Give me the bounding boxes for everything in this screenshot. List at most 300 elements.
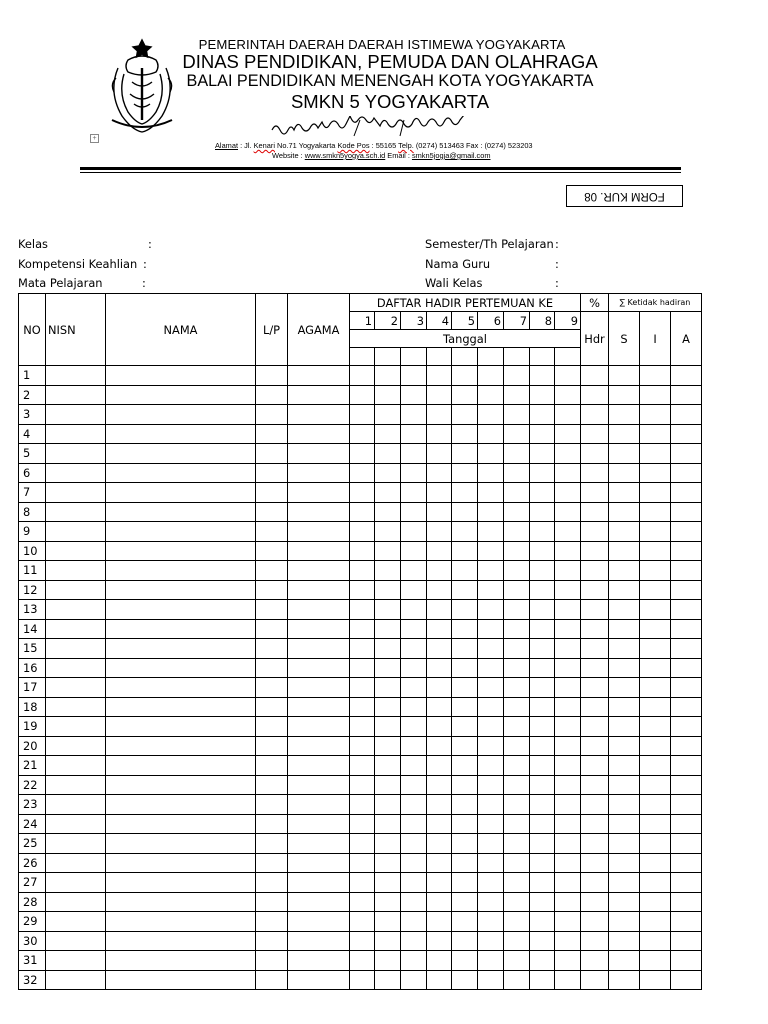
table-cell[interactable] (555, 444, 581, 464)
table-cell[interactable] (350, 678, 375, 698)
table-cell[interactable] (106, 834, 256, 854)
table-cell[interactable] (671, 736, 702, 756)
table-cell[interactable] (530, 912, 555, 932)
table-cell[interactable] (640, 522, 671, 542)
table-cell[interactable] (478, 678, 504, 698)
table-cell[interactable] (401, 931, 427, 951)
table-cell[interactable] (452, 405, 478, 425)
table-cell[interactable] (478, 931, 504, 951)
table-cell[interactable] (555, 853, 581, 873)
table-cell[interactable] (609, 522, 640, 542)
table-cell[interactable] (427, 385, 452, 405)
table-cell[interactable] (478, 717, 504, 737)
table-cell[interactable] (288, 424, 350, 444)
table-cell[interactable] (256, 405, 288, 425)
table-cell[interactable] (106, 502, 256, 522)
table-cell[interactable] (256, 483, 288, 503)
table-cell[interactable] (427, 814, 452, 834)
table-cell[interactable] (640, 600, 671, 620)
table-cell[interactable] (671, 814, 702, 834)
table-cell[interactable] (581, 697, 609, 717)
table-cell[interactable] (581, 619, 609, 639)
table-cell[interactable] (609, 834, 640, 854)
table-cell[interactable] (256, 834, 288, 854)
table-cell[interactable] (427, 561, 452, 581)
table-cell[interactable] (288, 814, 350, 834)
table-cell[interactable] (581, 775, 609, 795)
table-cell[interactable] (504, 775, 530, 795)
table-cell[interactable] (288, 658, 350, 678)
table-cell[interactable] (427, 892, 452, 912)
table-cell[interactable] (671, 541, 702, 561)
table-cell[interactable] (452, 502, 478, 522)
table-cell[interactable] (452, 834, 478, 854)
table-cell[interactable] (350, 717, 375, 737)
table-cell[interactable] (350, 951, 375, 971)
table-cell[interactable] (581, 541, 609, 561)
table-cell[interactable] (581, 405, 609, 425)
table-cell[interactable] (530, 697, 555, 717)
table-cell[interactable] (504, 405, 530, 425)
table-cell[interactable] (671, 483, 702, 503)
table-cell[interactable] (288, 892, 350, 912)
table-cell[interactable] (106, 385, 256, 405)
table-cell[interactable] (350, 756, 375, 776)
table-cell[interactable] (452, 678, 478, 698)
table-cell[interactable] (375, 814, 401, 834)
table-cell[interactable] (581, 444, 609, 464)
table-cell[interactable] (640, 970, 671, 990)
table-cell[interactable] (106, 561, 256, 581)
table-cell[interactable] (478, 853, 504, 873)
table-cell[interactable] (504, 639, 530, 659)
table-cell[interactable] (555, 541, 581, 561)
table-cell[interactable] (452, 873, 478, 893)
table-cell[interactable] (555, 678, 581, 698)
table-cell[interactable] (375, 619, 401, 639)
table-cell[interactable] (106, 736, 256, 756)
table-cell[interactable] (581, 600, 609, 620)
table-cell[interactable] (504, 502, 530, 522)
table-cell[interactable] (401, 970, 427, 990)
table-cell[interactable] (256, 853, 288, 873)
date-cell[interactable] (504, 348, 530, 366)
table-cell[interactable] (671, 639, 702, 659)
table-cell[interactable] (427, 931, 452, 951)
table-cell[interactable] (555, 951, 581, 971)
table-cell[interactable] (478, 600, 504, 620)
table-cell[interactable] (671, 853, 702, 873)
table-cell[interactable] (288, 795, 350, 815)
table-cell[interactable] (452, 385, 478, 405)
table-cell[interactable] (640, 639, 671, 659)
table-cell[interactable] (609, 561, 640, 581)
table-cell[interactable] (427, 873, 452, 893)
table-cell[interactable] (256, 502, 288, 522)
table-cell[interactable] (504, 912, 530, 932)
table-cell[interactable] (452, 970, 478, 990)
table-cell[interactable] (504, 756, 530, 776)
table-cell[interactable] (530, 658, 555, 678)
table-cell[interactable] (106, 444, 256, 464)
table-cell[interactable] (288, 600, 350, 620)
table-cell[interactable] (401, 834, 427, 854)
table-cell[interactable] (401, 405, 427, 425)
table-cell[interactable] (375, 912, 401, 932)
table-cell[interactable] (375, 405, 401, 425)
table-cell[interactable] (375, 678, 401, 698)
table-cell[interactable] (452, 892, 478, 912)
table-cell[interactable] (288, 580, 350, 600)
table-cell[interactable] (581, 873, 609, 893)
table-cell[interactable] (555, 931, 581, 951)
table-cell[interactable] (256, 424, 288, 444)
table-cell[interactable] (350, 444, 375, 464)
table-cell[interactable] (452, 483, 478, 503)
date-cell[interactable] (555, 348, 581, 366)
table-cell[interactable] (478, 405, 504, 425)
table-cell[interactable] (581, 853, 609, 873)
table-cell[interactable] (46, 736, 106, 756)
table-cell[interactable] (530, 522, 555, 542)
table-cell[interactable] (609, 912, 640, 932)
table-cell[interactable] (609, 405, 640, 425)
table-cell[interactable] (671, 756, 702, 776)
table-cell[interactable] (106, 424, 256, 444)
table-cell[interactable] (401, 775, 427, 795)
table-cell[interactable] (478, 873, 504, 893)
table-cell[interactable] (452, 951, 478, 971)
table-cell[interactable] (46, 814, 106, 834)
table-cell[interactable] (106, 795, 256, 815)
table-cell[interactable] (288, 775, 350, 795)
table-cell[interactable] (640, 424, 671, 444)
table-cell[interactable] (375, 639, 401, 659)
table-cell[interactable] (609, 366, 640, 386)
table-cell[interactable] (555, 775, 581, 795)
table-cell[interactable] (375, 697, 401, 717)
table-cell[interactable] (256, 580, 288, 600)
table-cell[interactable] (427, 463, 452, 483)
table-cell[interactable] (555, 892, 581, 912)
table-cell[interactable] (640, 912, 671, 932)
table-cell[interactable] (375, 717, 401, 737)
table-cell[interactable] (640, 853, 671, 873)
table-cell[interactable] (478, 970, 504, 990)
table-cell[interactable] (350, 483, 375, 503)
table-cell[interactable] (46, 756, 106, 776)
table-cell[interactable] (530, 385, 555, 405)
table-cell[interactable] (46, 522, 106, 542)
table-cell[interactable] (350, 892, 375, 912)
table-cell[interactable] (555, 814, 581, 834)
table-cell[interactable] (288, 639, 350, 659)
table-cell[interactable] (609, 580, 640, 600)
table-cell[interactable] (581, 970, 609, 990)
table-cell[interactable] (350, 873, 375, 893)
table-cell[interactable] (46, 951, 106, 971)
table-cell[interactable] (478, 444, 504, 464)
table-cell[interactable] (401, 580, 427, 600)
table-cell[interactable] (452, 580, 478, 600)
table-cell[interactable] (609, 814, 640, 834)
table-cell[interactable] (504, 717, 530, 737)
table-cell[interactable] (504, 658, 530, 678)
table-cell[interactable] (555, 483, 581, 503)
table-cell[interactable] (46, 483, 106, 503)
table-cell[interactable] (478, 775, 504, 795)
table-cell[interactable] (555, 424, 581, 444)
table-cell[interactable] (46, 639, 106, 659)
table-cell[interactable] (671, 424, 702, 444)
table-cell[interactable] (350, 931, 375, 951)
table-cell[interactable] (46, 541, 106, 561)
table-cell[interactable] (478, 580, 504, 600)
table-cell[interactable] (427, 483, 452, 503)
table-cell[interactable] (530, 366, 555, 386)
table-cell[interactable] (350, 619, 375, 639)
table-cell[interactable] (555, 463, 581, 483)
table-cell[interactable] (288, 853, 350, 873)
table-cell[interactable] (401, 814, 427, 834)
table-cell[interactable] (640, 873, 671, 893)
table-cell[interactable] (350, 424, 375, 444)
table-cell[interactable] (504, 385, 530, 405)
table-cell[interactable] (609, 619, 640, 639)
date-cell[interactable] (530, 348, 555, 366)
table-cell[interactable] (288, 366, 350, 386)
table-cell[interactable] (555, 717, 581, 737)
table-cell[interactable] (504, 892, 530, 912)
table-cell[interactable] (288, 931, 350, 951)
table-cell[interactable] (375, 385, 401, 405)
table-cell[interactable] (106, 541, 256, 561)
table-cell[interactable] (256, 463, 288, 483)
table-cell[interactable] (375, 873, 401, 893)
table-cell[interactable] (46, 405, 106, 425)
table-cell[interactable] (581, 463, 609, 483)
table-cell[interactable] (427, 366, 452, 386)
table-cell[interactable] (504, 814, 530, 834)
table-cell[interactable] (256, 639, 288, 659)
table-cell[interactable] (640, 561, 671, 581)
table-cell[interactable] (427, 639, 452, 659)
table-cell[interactable] (555, 561, 581, 581)
table-cell[interactable] (401, 951, 427, 971)
table-cell[interactable] (581, 931, 609, 951)
table-cell[interactable] (581, 502, 609, 522)
table-cell[interactable] (530, 853, 555, 873)
table-cell[interactable] (452, 717, 478, 737)
table-cell[interactable] (671, 678, 702, 698)
table-cell[interactable] (401, 658, 427, 678)
table-cell[interactable] (350, 600, 375, 620)
table-cell[interactable] (427, 775, 452, 795)
table-cell[interactable] (427, 834, 452, 854)
table-cell[interactable] (427, 405, 452, 425)
table-cell[interactable] (350, 580, 375, 600)
table-cell[interactable] (478, 736, 504, 756)
table-cell[interactable] (401, 912, 427, 932)
table-cell[interactable] (671, 405, 702, 425)
table-cell[interactable] (452, 775, 478, 795)
table-cell[interactable] (106, 600, 256, 620)
table-cell[interactable] (375, 775, 401, 795)
table-cell[interactable] (640, 775, 671, 795)
table-cell[interactable] (256, 385, 288, 405)
table-cell[interactable] (350, 405, 375, 425)
table-cell[interactable] (640, 717, 671, 737)
table-cell[interactable] (375, 853, 401, 873)
table-cell[interactable] (288, 502, 350, 522)
table-cell[interactable] (671, 931, 702, 951)
table-cell[interactable] (46, 717, 106, 737)
table-cell[interactable] (581, 639, 609, 659)
table-cell[interactable] (478, 814, 504, 834)
table-cell[interactable] (256, 775, 288, 795)
table-cell[interactable] (555, 795, 581, 815)
table-cell[interactable] (581, 385, 609, 405)
table-cell[interactable] (375, 483, 401, 503)
table-cell[interactable] (452, 814, 478, 834)
table-cell[interactable] (504, 736, 530, 756)
table-cell[interactable] (671, 834, 702, 854)
table-cell[interactable] (452, 541, 478, 561)
table-cell[interactable] (106, 892, 256, 912)
date-cell[interactable] (401, 348, 427, 366)
table-cell[interactable] (478, 639, 504, 659)
table-cell[interactable] (375, 834, 401, 854)
table-cell[interactable] (427, 678, 452, 698)
table-cell[interactable] (375, 756, 401, 776)
table-cell[interactable] (401, 366, 427, 386)
table-cell[interactable] (427, 600, 452, 620)
table-cell[interactable] (375, 561, 401, 581)
table-cell[interactable] (478, 619, 504, 639)
table-cell[interactable] (581, 717, 609, 737)
table-cell[interactable] (375, 366, 401, 386)
table-cell[interactable] (288, 697, 350, 717)
table-cell[interactable] (640, 814, 671, 834)
table-cell[interactable] (46, 912, 106, 932)
table-cell[interactable] (640, 463, 671, 483)
table-cell[interactable] (256, 970, 288, 990)
table-cell[interactable] (350, 736, 375, 756)
table-cell[interactable] (581, 912, 609, 932)
table-cell[interactable] (504, 483, 530, 503)
table-cell[interactable] (671, 697, 702, 717)
table-cell[interactable] (106, 717, 256, 737)
table-cell[interactable] (504, 522, 530, 542)
table-cell[interactable] (106, 678, 256, 698)
table-cell[interactable] (46, 444, 106, 464)
table-cell[interactable] (350, 775, 375, 795)
table-cell[interactable] (478, 366, 504, 386)
table-cell[interactable] (350, 853, 375, 873)
table-cell[interactable] (581, 814, 609, 834)
table-cell[interactable] (452, 600, 478, 620)
table-cell[interactable] (530, 756, 555, 776)
table-cell[interactable] (530, 873, 555, 893)
table-cell[interactable] (401, 697, 427, 717)
table-cell[interactable] (671, 385, 702, 405)
table-cell[interactable] (530, 892, 555, 912)
table-cell[interactable] (555, 756, 581, 776)
table-cell[interactable] (504, 853, 530, 873)
table-cell[interactable] (401, 892, 427, 912)
table-cell[interactable] (427, 756, 452, 776)
table-cell[interactable] (288, 483, 350, 503)
date-cell[interactable] (452, 348, 478, 366)
table-cell[interactable] (640, 931, 671, 951)
table-cell[interactable] (671, 892, 702, 912)
table-cell[interactable] (581, 561, 609, 581)
table-cell[interactable] (427, 736, 452, 756)
table-cell[interactable] (106, 522, 256, 542)
table-cell[interactable] (375, 502, 401, 522)
table-cell[interactable] (530, 483, 555, 503)
table-cell[interactable] (256, 561, 288, 581)
table-cell[interactable] (609, 483, 640, 503)
table-cell[interactable] (530, 444, 555, 464)
table-cell[interactable] (555, 522, 581, 542)
table-cell[interactable] (504, 561, 530, 581)
table-cell[interactable] (530, 970, 555, 990)
table-cell[interactable] (452, 639, 478, 659)
table-cell[interactable] (46, 931, 106, 951)
table-cell[interactable] (427, 580, 452, 600)
table-cell[interactable] (581, 483, 609, 503)
table-cell[interactable] (609, 736, 640, 756)
table-cell[interactable] (478, 561, 504, 581)
table-cell[interactable] (401, 561, 427, 581)
table-cell[interactable] (609, 775, 640, 795)
table-cell[interactable] (288, 405, 350, 425)
table-cell[interactable] (555, 600, 581, 620)
table-cell[interactable] (427, 424, 452, 444)
table-cell[interactable] (609, 931, 640, 951)
table-cell[interactable] (452, 736, 478, 756)
table-cell[interactable] (640, 405, 671, 425)
table-cell[interactable] (350, 639, 375, 659)
table-cell[interactable] (452, 444, 478, 464)
table-cell[interactable] (288, 463, 350, 483)
table-cell[interactable] (671, 600, 702, 620)
table-cell[interactable] (256, 892, 288, 912)
table-cell[interactable] (350, 463, 375, 483)
table-cell[interactable] (288, 385, 350, 405)
table-cell[interactable] (555, 736, 581, 756)
table-cell[interactable] (375, 541, 401, 561)
table-cell[interactable] (350, 502, 375, 522)
table-cell[interactable] (555, 502, 581, 522)
table-cell[interactable] (401, 736, 427, 756)
table-cell[interactable] (609, 951, 640, 971)
website-link[interactable]: www.smkn5yogya.sch.id (304, 151, 386, 160)
table-cell[interactable] (609, 873, 640, 893)
table-cell[interactable] (640, 736, 671, 756)
table-cell[interactable] (401, 717, 427, 737)
table-cell[interactable] (401, 795, 427, 815)
table-cell[interactable] (504, 541, 530, 561)
table-cell[interactable] (478, 658, 504, 678)
table-cell[interactable] (452, 561, 478, 581)
table-cell[interactable] (106, 697, 256, 717)
table-cell[interactable] (530, 580, 555, 600)
table-cell[interactable] (401, 639, 427, 659)
table-cell[interactable] (46, 892, 106, 912)
table-cell[interactable] (427, 522, 452, 542)
